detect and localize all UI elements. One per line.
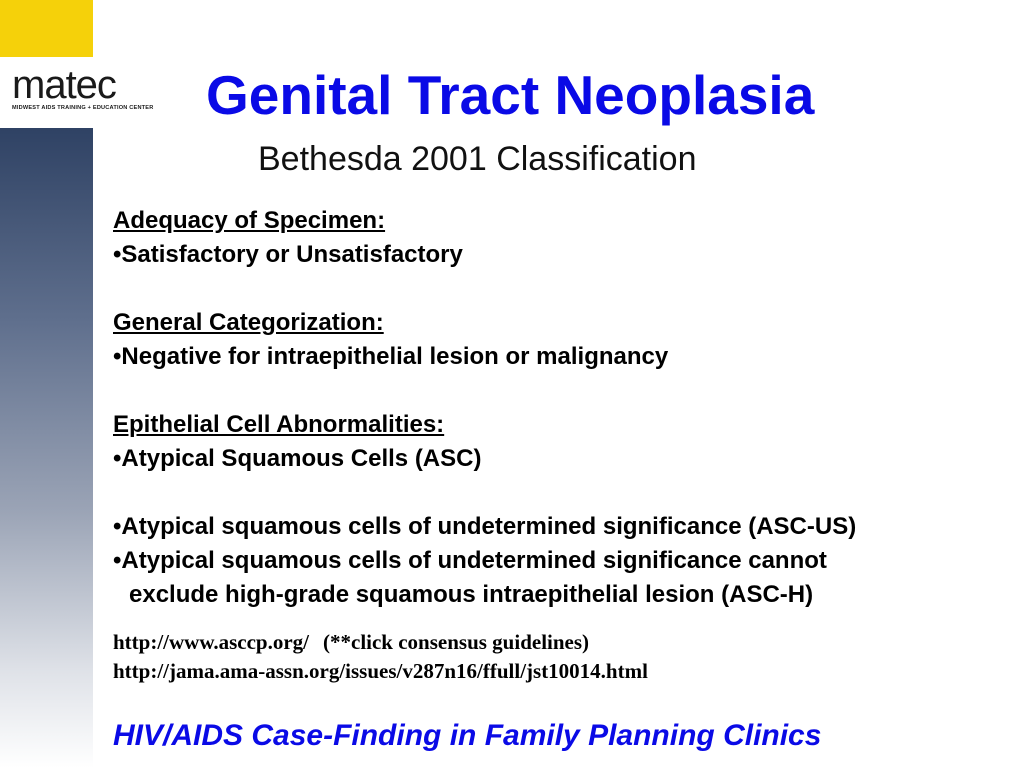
logo-wordmark: matec — [12, 63, 116, 107]
footer-title: HIV/AIDS Case-Finding in Family Planning Clinics — [113, 719, 822, 752]
list-item: •Negative for intraepithelial lesion or malignancy — [113, 343, 669, 370]
matec-logo — [0, 64, 178, 120]
list-item: •Atypical squamous cells of undetermined significance cannot — [113, 547, 827, 574]
categorization-heading: General Categorization: — [113, 309, 384, 336]
asccp-link-line — [113, 628, 1013, 657]
logo-caption: MIDWEST AIDS TRAINING + EDUCATION CENTER — [12, 105, 154, 111]
page-subtitle: Bethesda 2001 Classification — [258, 140, 697, 178]
list-item: •Atypical squamous cells of undetermined significance (ASC-US) — [113, 513, 857, 540]
list-item: •Satisfactory or Unsatisfactory — [113, 241, 463, 268]
reference-links — [113, 628, 1013, 686]
epithelial-heading: Epithelial Cell Abnormalities: — [113, 411, 445, 438]
list-item: •Atypical Squamous Cells (ASC) — [113, 445, 482, 472]
asccp-link[interactable]: http://www.asccp.org/ — [113, 630, 309, 654]
page-title: Genital Tract Neoplasia — [206, 64, 815, 126]
jama-link[interactable]: http://jama.ama-assn.org/issues/v287n16/ffull/jst10014.html — [113, 659, 648, 683]
list-item-continuation: exclude high-grade squamous intraepithelial lesion (ASC-H) — [129, 581, 814, 608]
yellow-accent-square — [0, 0, 93, 57]
gradient-sidebar — [0, 128, 93, 768]
adequacy-heading: Adequacy of Specimen: — [113, 207, 386, 234]
slide-body — [113, 204, 1013, 686]
asccp-note: (**click consensus guidelines) — [323, 630, 590, 654]
